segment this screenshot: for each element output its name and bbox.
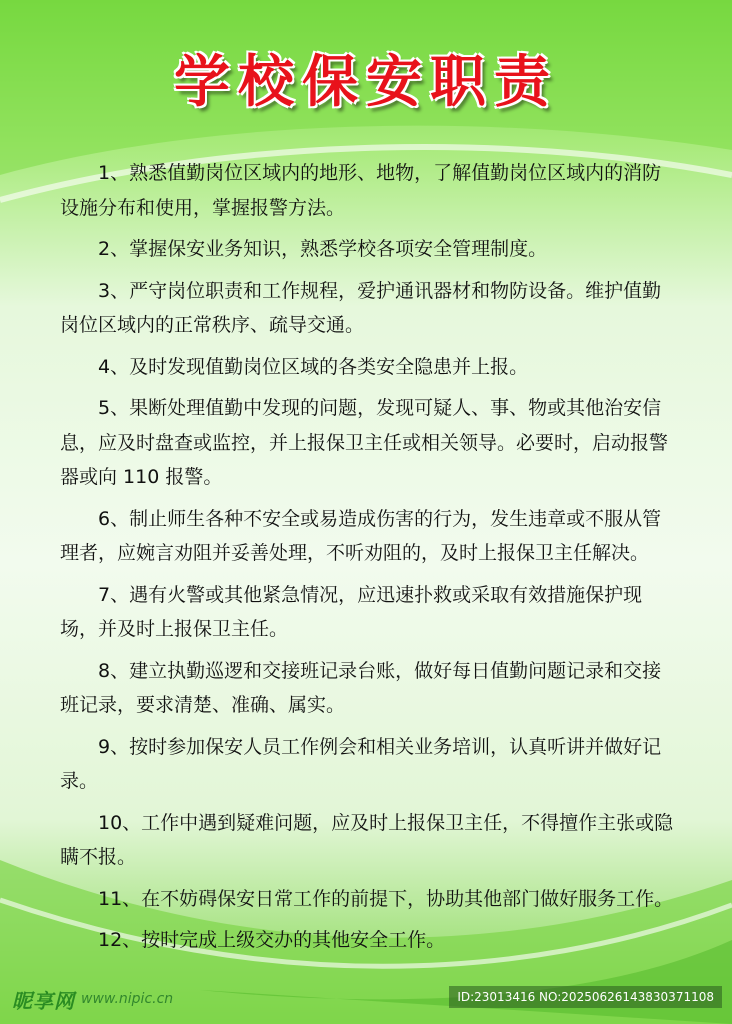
- watermark-logo: 昵享网: [12, 988, 75, 1013]
- watermark: [12, 984, 222, 1014]
- list-item: 7、遇有火警或其他紧急情况，应迅速扑救或采取有效措施保护现场，并及时上报保卫主任。: [60, 583, 643, 640]
- list-item: 2、掌握保安业务知识，熟悉学校各项安全管理制度。: [98, 238, 548, 260]
- list-item: 9、按时参加保安人员工作例会和相关业务培训，认真听讲并做好记录。: [60, 735, 662, 792]
- list-item: 10、工作中遇到疑难问题，应及时上报保卫主任，不得擅作主张或隐瞒不报。: [60, 811, 674, 868]
- list-item: 8、建立执勤巡逻和交接班记录台账，做好每日值勤问题记录和交接班记录，要求清楚、准确、属实。: [60, 659, 662, 716]
- list-item: 12、按时完成上级交办的其他安全工作。: [98, 929, 446, 951]
- list-item: 3、严守岗位职责和工作规程，爱护通讯器材和物防设备。维护值勤岗位区域内的正常秩序、疏导交通。: [60, 279, 662, 336]
- list-item: 6、制止师生各种不安全或易造成伤害的行为，发生违章或不服从管理者，应婉言劝阻并妥善处理，不听劝阻的，及时上报保卫主任解决。: [60, 507, 662, 564]
- page-title: 学校保安职责: [174, 50, 558, 115]
- list-item: 1、熟悉值勤岗位区域内的地形、地物，了解值勤岗位区域内的消防设施分布和使用，掌握报警方法。: [60, 162, 662, 219]
- list-item: 5、果断处理值勤中发现的问题，发现可疑人、事、物或其他治安信息，应及时盘查或监控，并上报保卫主任或相关领导。必要时，启动报警器或向 110 报警。: [60, 397, 669, 488]
- watermark-url: www.nipic.cn: [81, 991, 174, 1007]
- image-id-label: ID:23013416 NO:20250626143830371108: [449, 986, 722, 1008]
- list-item: 11、在不妨碍保安日常工作的前提下，协助其他部门做好服务工作。: [98, 887, 674, 910]
- duty-list: [60, 156, 680, 965]
- list-item: 4、及时发现值勤岗位区域的各类安全隐患并上报。: [98, 355, 529, 378]
